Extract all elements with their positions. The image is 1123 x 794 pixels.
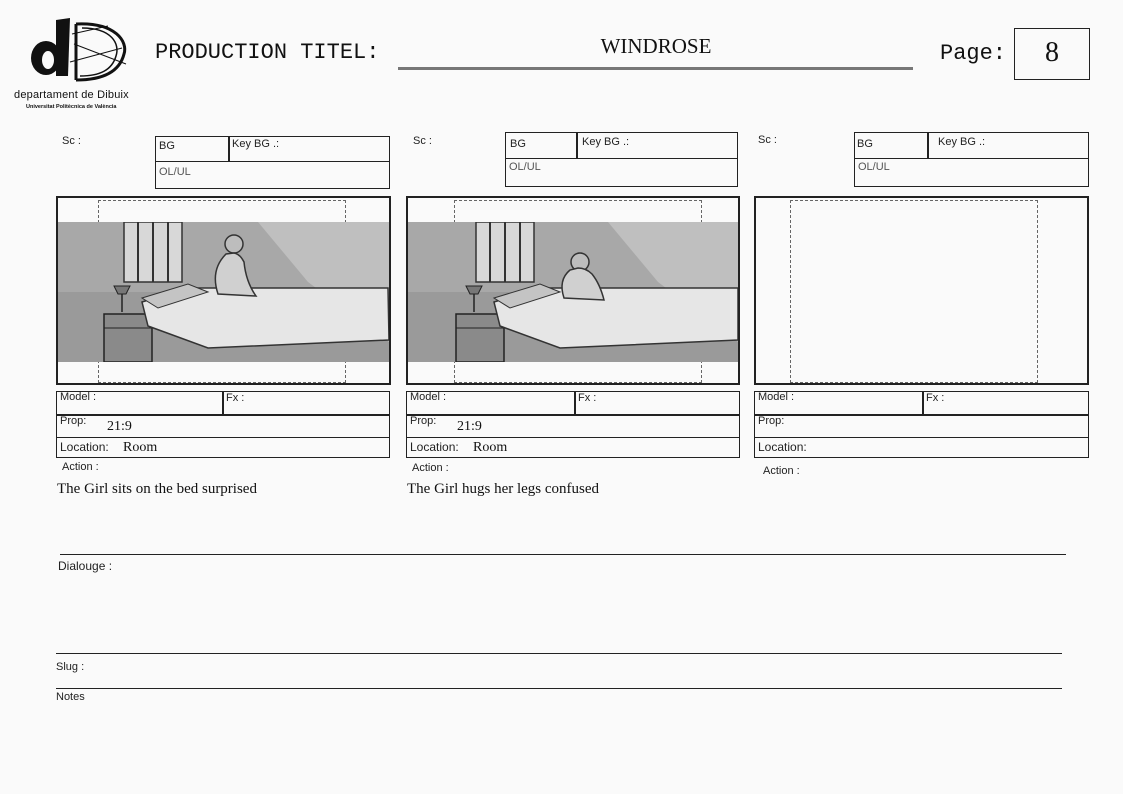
bg-field[interactable] bbox=[155, 136, 230, 162]
production-label: PRODUCTION TITEL: bbox=[155, 40, 380, 65]
action-text: The Girl sits on the bed surprised bbox=[57, 481, 257, 497]
location-value: Room bbox=[123, 440, 158, 455]
action-label: Action : bbox=[412, 462, 449, 474]
page-label: Page: bbox=[940, 41, 1007, 66]
ol-ul-field[interactable] bbox=[505, 158, 738, 187]
scene-illustration bbox=[408, 222, 738, 362]
model-field[interactable] bbox=[56, 391, 224, 416]
action-label: Action : bbox=[62, 461, 99, 473]
fx-field[interactable] bbox=[574, 391, 740, 416]
title-underline bbox=[398, 67, 913, 70]
action-label: Action : bbox=[763, 465, 800, 477]
dialogue-area[interactable] bbox=[58, 576, 1062, 650]
ol-ul-label: OL/UL bbox=[509, 161, 541, 173]
logo-name: departament de Dibuix bbox=[14, 89, 129, 101]
location-label: Location: bbox=[410, 440, 459, 454]
production-title: WINDROSE bbox=[600, 34, 712, 58]
key-bg-label: Key BG .: bbox=[582, 136, 630, 148]
dd-logo-icon bbox=[12, 14, 142, 86]
prop-label: Prop: bbox=[758, 415, 785, 427]
fx-field[interactable] bbox=[922, 391, 1089, 416]
fx-label: Fx : bbox=[926, 392, 945, 404]
prop-label: Prop: bbox=[410, 415, 437, 427]
dialogue-divider bbox=[60, 554, 1066, 555]
dialogue-label: Dialouge : bbox=[58, 559, 113, 573]
key-bg-field[interactable] bbox=[228, 136, 390, 162]
safe-area-guide bbox=[790, 200, 1038, 383]
notes-label: Notes bbox=[56, 691, 85, 703]
ol-ul-label: OL/UL bbox=[858, 161, 890, 173]
prop-field[interactable] bbox=[406, 414, 740, 438]
frame bbox=[406, 196, 740, 385]
model-field[interactable] bbox=[754, 391, 924, 416]
logo-subtext: Universitat Politècnica de València bbox=[26, 104, 117, 110]
ol-ul-field[interactable] bbox=[854, 158, 1089, 187]
page-number-box bbox=[1014, 28, 1090, 80]
prop-field[interactable] bbox=[754, 414, 1089, 438]
scene-illustration bbox=[58, 222, 389, 362]
prop-value: 21:9 bbox=[107, 419, 132, 434]
model-label: Model : bbox=[60, 391, 97, 403]
frame bbox=[754, 196, 1089, 385]
location-field[interactable] bbox=[406, 437, 740, 458]
fx-label: Fx : bbox=[578, 392, 597, 404]
frame bbox=[56, 196, 391, 385]
notes-divider bbox=[56, 688, 1062, 689]
fx-label: Fx : bbox=[226, 392, 245, 404]
bg-label: BG bbox=[510, 138, 526, 150]
location-value: Room bbox=[473, 440, 508, 455]
slug-label: Slug : bbox=[56, 661, 85, 673]
page-number: 8 bbox=[1045, 37, 1059, 68]
ol-ul-label: OL/UL bbox=[159, 166, 191, 178]
bg-label: BG bbox=[159, 140, 175, 152]
bg-field[interactable] bbox=[854, 132, 929, 159]
ol-ul-field[interactable] bbox=[155, 161, 390, 189]
prop-value: 21:9 bbox=[457, 419, 482, 434]
model-label: Model : bbox=[758, 391, 795, 403]
scene-label: Sc : bbox=[413, 135, 432, 147]
action-text: The Girl hugs her legs confused bbox=[407, 481, 600, 497]
location-field[interactable] bbox=[754, 437, 1089, 458]
prop-label: Prop: bbox=[60, 415, 87, 427]
prop-field[interactable] bbox=[56, 414, 390, 438]
girl-head-icon bbox=[225, 235, 243, 253]
model-field[interactable] bbox=[406, 391, 576, 416]
key-bg-label: Key BG .: bbox=[232, 138, 280, 150]
key-bg-label: Key BG .: bbox=[938, 136, 986, 148]
location-label: Location: bbox=[758, 440, 807, 454]
key-bg-field[interactable] bbox=[576, 132, 738, 159]
scene-label: Sc : bbox=[758, 134, 777, 146]
location-field[interactable] bbox=[56, 437, 390, 458]
location-label: Location: bbox=[60, 440, 109, 454]
key-bg-field[interactable] bbox=[927, 132, 1089, 159]
slug-divider bbox=[56, 653, 1062, 654]
fx-field[interactable] bbox=[222, 391, 390, 416]
bg-label: BG bbox=[857, 138, 873, 150]
bg-field[interactable] bbox=[505, 132, 578, 159]
department-logo bbox=[12, 14, 142, 112]
model-label: Model : bbox=[410, 391, 447, 403]
scene-label: Sc : bbox=[62, 135, 81, 147]
